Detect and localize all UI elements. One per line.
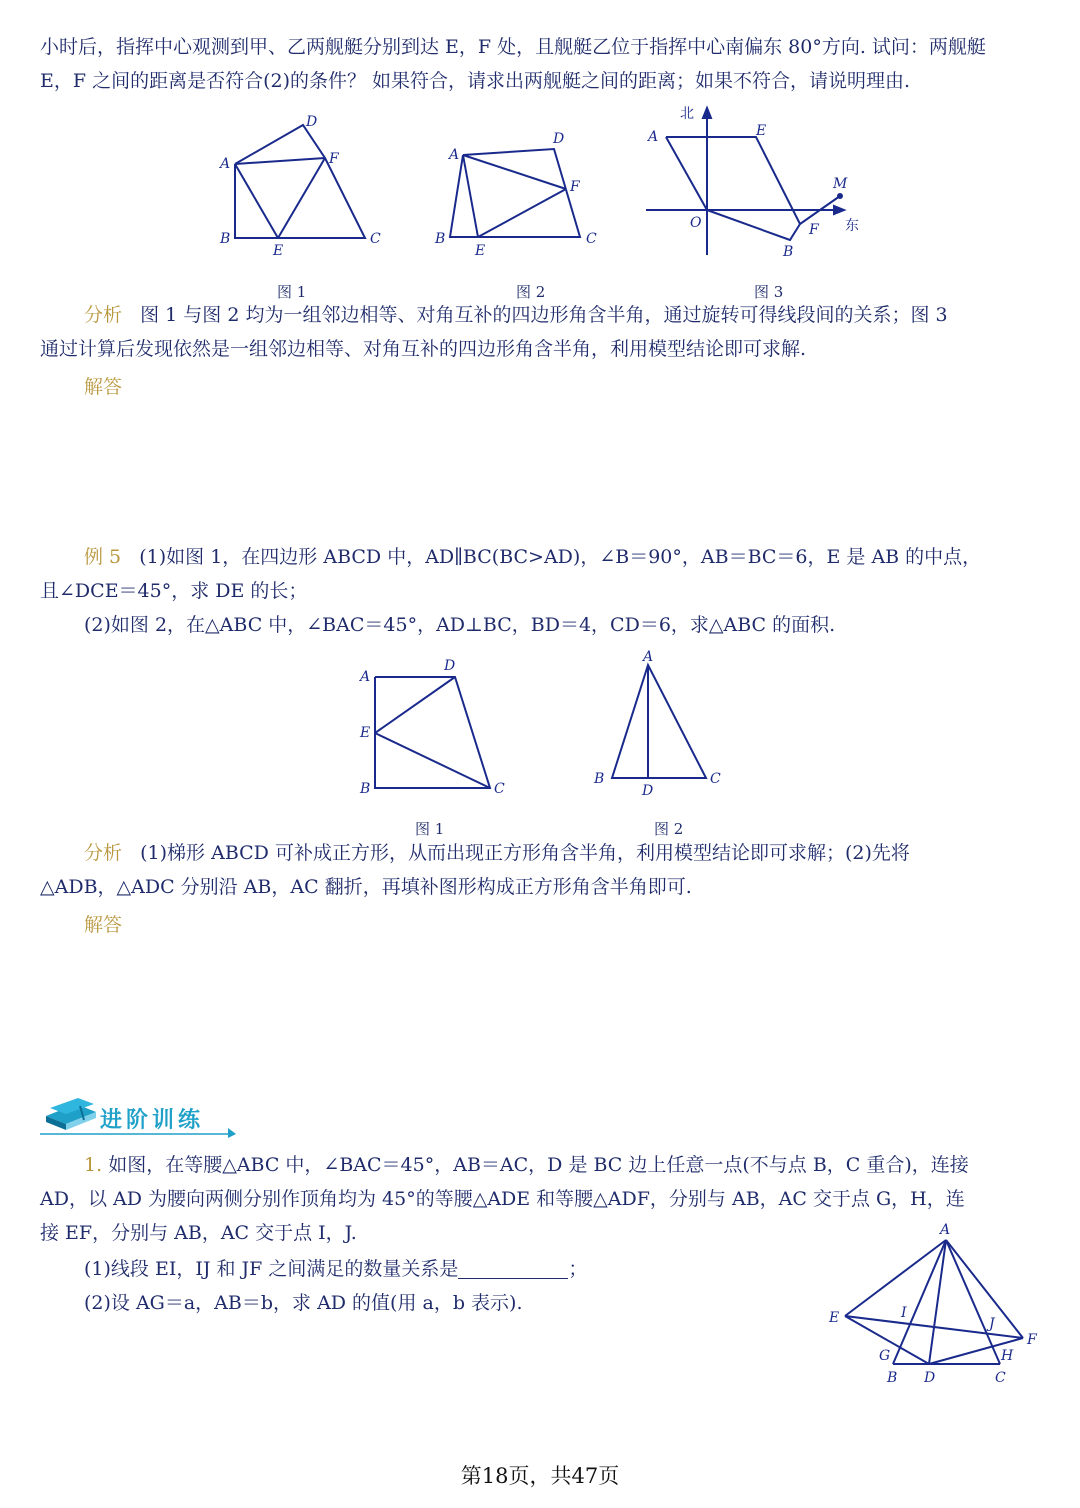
figure-top-1 (210, 110, 400, 270)
exercise-1-q1-text: (1)线段 EI，IJ 和 JF 之间满足的数量关系是 (84, 1258, 459, 1280)
ex-label-a: A (940, 1222, 951, 1238)
mid2-triangle (612, 665, 706, 778)
fig1-line-ae (235, 164, 278, 238)
fig-top-caption-1: 图 1 (277, 283, 307, 301)
fig1-label-f: F (329, 151, 339, 167)
answer-1-label: 解答 (84, 376, 123, 398)
fig3-label-east: 东 (845, 218, 859, 234)
fig2-label-d: D (553, 131, 565, 147)
ex-label-i: I (901, 1305, 907, 1321)
mid2-label-a: A (643, 649, 654, 665)
fig3-label-e: E (756, 123, 767, 139)
fig3-arrow-north (703, 108, 711, 118)
ex-label-e: E (829, 1310, 840, 1326)
figure-mid-1 (355, 655, 515, 805)
fig2-label-f: F (570, 179, 580, 195)
fig1-label-d: D (306, 114, 318, 130)
fig3-point-m (837, 193, 843, 199)
exercise-1 (40, 1148, 1040, 1182)
analysis-1-label: 分析 (84, 304, 123, 326)
fig1-line-af (235, 158, 325, 164)
mid2-label-b: B (594, 771, 605, 787)
exercise-1-q2: (2)设 AG＝a，AB＝b，求 AD 的值(用 a，b 表示). (84, 1292, 523, 1314)
mid2-label-c: C (710, 771, 721, 787)
fig2-label-a: A (449, 147, 460, 163)
fig3-path (666, 137, 800, 240)
intro-line-1: 小时后，指挥中心观测到甲、乙两舰艇分别到达 E，F 处，且舰艇乙位于指挥中心南偏东 80°方向. 试问：两舰艇 (40, 36, 986, 58)
mid1-label-c: C (494, 781, 505, 797)
ex-line-ac (946, 1240, 1000, 1364)
banner-arrow (228, 1128, 236, 1138)
fig2-line-af (463, 155, 566, 189)
figure-exercise-1 (825, 1218, 1050, 1390)
mid1-label-a: A (360, 669, 371, 685)
example-5-line-3: (2)如图 2，在△ABC 中，∠BAC＝45°，AD⊥BC，BD＝4，CD＝6，求△ABC 的面积. (84, 614, 836, 636)
exercise-1-q1 (40, 1252, 740, 1286)
example-5-line-1: (1)如图 1，在四边形 ABCD 中，AD∥BC(BC>AD)，∠B＝90°，AB＝BC＝6，E 是 AB 的中点， (139, 546, 982, 568)
fig3-label-m: M (833, 176, 848, 192)
page-footer: 第18页，共47页 (460, 1464, 620, 1488)
fig3-arrow-east (834, 206, 844, 214)
fig1-label-a: A (220, 156, 231, 172)
fig-mid-caption-2: 图 2 (654, 820, 684, 838)
fig3-label-f: F (809, 222, 819, 238)
fig1-label-e: E (273, 243, 284, 259)
example-5 (40, 540, 1040, 574)
figure-top-2 (430, 125, 610, 265)
fig-top-caption-3: 图 3 (754, 283, 784, 301)
ex-label-c: C (995, 1370, 1006, 1386)
ex-label-g: G (879, 1348, 891, 1364)
analysis-1-line-1: 图 1 与图 2 均为一组邻边相等、对角互补的四边形角含半角，通过旋转可得线段间的关系；图 3 (140, 304, 948, 326)
fig3-label-north: 北 (680, 106, 694, 122)
analysis-2-label: 分析 (84, 842, 123, 864)
example-5-line-2: 且∠DCE＝45°，求 DE 的长； (40, 580, 308, 602)
ex-label-h: H (1001, 1348, 1014, 1364)
mid2-label-d: D (642, 783, 654, 799)
intro-line-2: E，F 之间的距离是否符合(2)的条件？ 如果符合，请求出两舰艇之间的距离；如果不符合，请说明理由. (40, 70, 911, 92)
mid1-label-b: B (360, 781, 371, 797)
analysis-2-line-2: △ADB，△ADC 分别沿 AB，AC 翻折，再填补图形构成正方形角含半角即可. (40, 876, 692, 898)
ex-label-d: D (924, 1370, 936, 1386)
analysis-2-line-1: (1)梯形 ABCD 可补成正方形，从而出现正方形角含半角，利用模型结论即可求解；(2)先将 (140, 842, 910, 864)
ex-label-f: F (1027, 1332, 1037, 1348)
fig2-label-b: B (435, 231, 446, 247)
fig3-label-o: O (690, 215, 702, 231)
fig2-label-e: E (475, 243, 486, 259)
fig2-line-ef (478, 189, 566, 237)
mid1-line-ec (375, 733, 490, 788)
ex-label-b: B (887, 1370, 898, 1386)
figure-top-3 (640, 100, 880, 270)
answer-blank[interactable] (458, 1258, 568, 1279)
fig-mid-caption-1: 图 1 (415, 820, 445, 838)
ex-line-ae (845, 1240, 946, 1316)
fig1-line-ef (278, 158, 325, 238)
exercise-1-line-1: 如图，在等腰△ABC 中，∠BAC＝45°，AB＝AC，D 是 BC 边上任意一点(不与点 B，C 重合)，连接 (108, 1154, 969, 1176)
figure-mid-2 (590, 645, 730, 805)
books-icon (46, 1098, 96, 1130)
mid1-line-ed (375, 677, 455, 733)
answer-2-label: 解答 (84, 914, 123, 936)
fig2-line-ae (463, 155, 478, 237)
fig1-label-c: C (370, 231, 381, 247)
fig-top-caption-2: 图 2 (516, 283, 546, 301)
exercise-1-line-3: 接 EF，分别与 AB，AC 交于点 I，J. (40, 1222, 357, 1244)
example-5-label: 例 5 (84, 546, 122, 568)
fig2-label-c: C (586, 231, 597, 247)
mid1-label-d: D (444, 658, 456, 674)
exercise-1-q1-end: ； (568, 1258, 588, 1280)
exercise-1-number: 1. (84, 1154, 103, 1176)
ex-label-j: J (989, 1316, 995, 1332)
analysis-1 (40, 298, 1040, 332)
ex-line-af (946, 1240, 1023, 1338)
fig1-label-b: B (220, 231, 231, 247)
analysis-1-line-2: 通过计算后发现依然是一组邻边相等、对角互补的四边形角含半角，利用模型结论即可求解. (40, 338, 807, 360)
fig3-label-b: B (783, 244, 794, 260)
intro-text (40, 30, 1040, 98)
exercise-1-line-2: AD，以 AD 为腰向两侧分别作顶角均为 45°的等腰△ADE 和等腰△ADF，分别与 AB，AC 交于点 G，H，连 (40, 1188, 965, 1210)
mid1-label-e: E (360, 725, 371, 741)
analysis-2 (40, 836, 1040, 870)
fig1-edges (235, 125, 365, 238)
fig3-label-a: A (648, 129, 659, 145)
section-title: 进阶训练 (100, 1108, 205, 1133)
